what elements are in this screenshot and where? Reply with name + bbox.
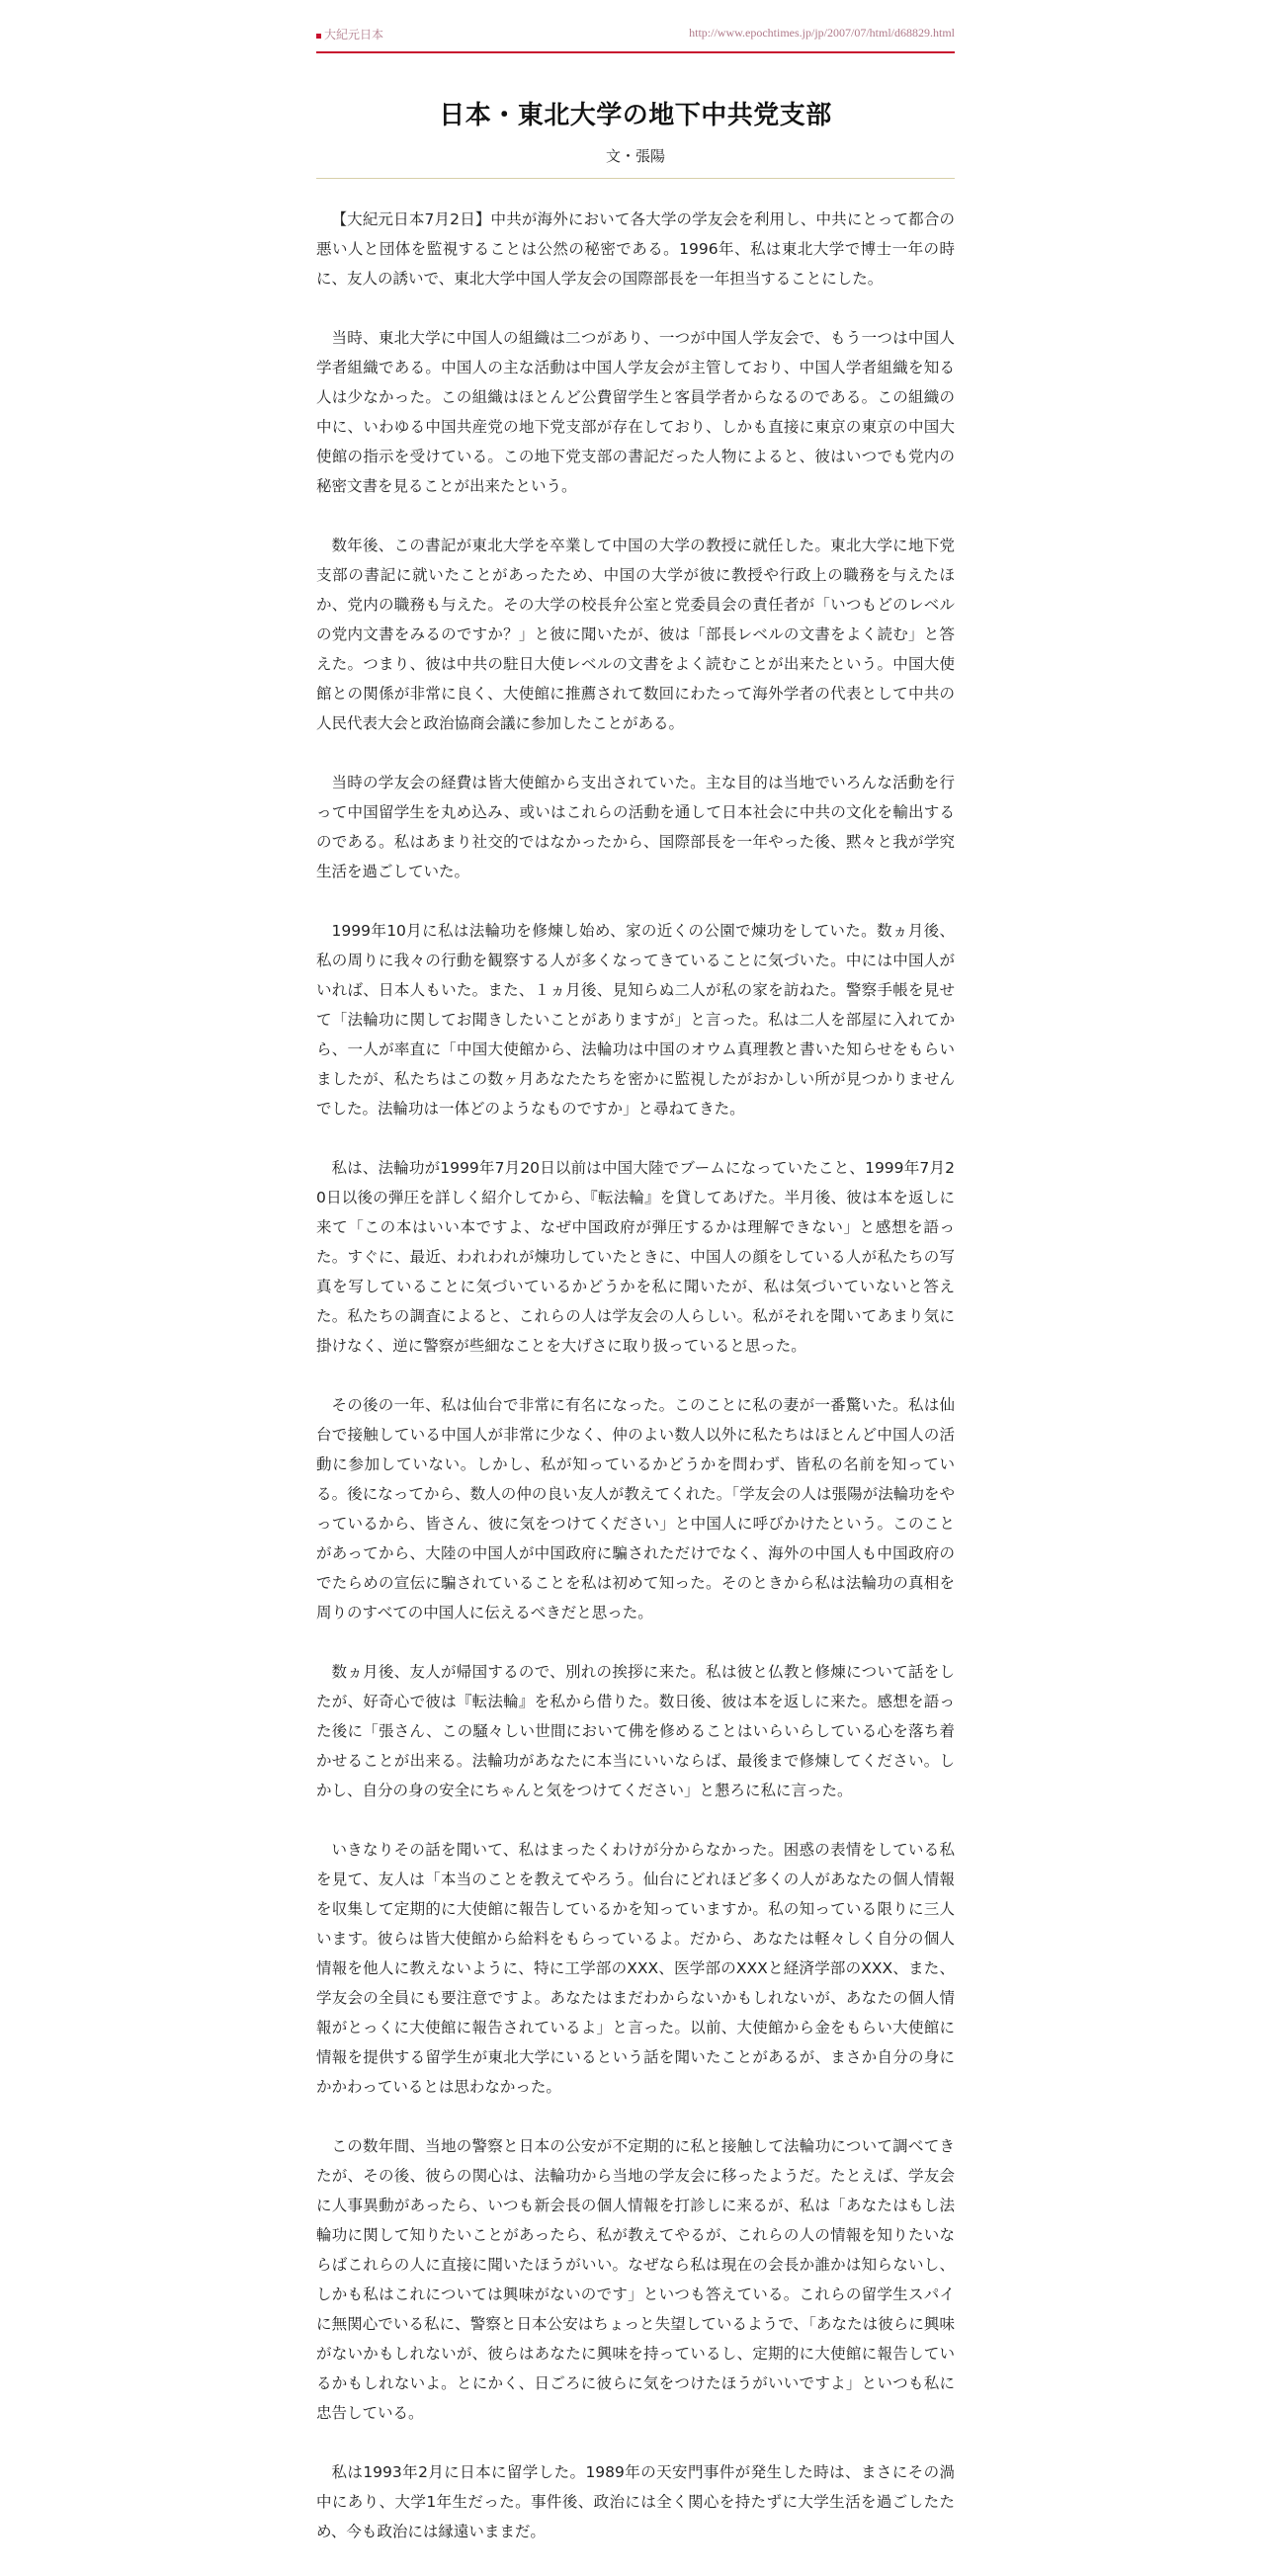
article-paragraph: 数年後、この書記が東北大学を卒業して中国の大学の教授に就任した。東北大学に地下党支部の書記に就いたことがあったため、中国の大学が彼に教授や行政上の職務を与えたほか、党内の職務も与えた。その大学の校長弁公室と党委員会の責任者が「いつもどのレベルの党内文書をみるのですか？」と彼に聞いたが、彼は「部長レベルの文書をよく読む」と答えた。つまり、彼は中共の駐日大使レベルの文書をよく読むことが出来たという。中国大使館との関係が非常に良く、大使館に推薦されて数回にわたって海外学者の代表として中共の人民代表大会と政治協商会議に参加したことがある。 <box>316 537 955 732</box>
document-page <box>316 0 955 2576</box>
article-paragraph: いきなりその話を聞いて、私はまったくわけが分からなかった。困惑の表情をしている私を見て、友人は「本当のことを教えてやろう。仙台にどれほど多くの人があなたの個人情報を収集して定期的に大使館に報告しているかを知っていますか。私の知っている限りに三人います。彼らは皆大使館から給料をもらっているよ。だから、あなたは軽々しく自分の個人情報を他人に教えないように、特に工学部のXXX、医学部のXXXと経済学部のXXX、また、学友会の全員にも要注意ですよ。あなたはまだわからないかもしれないが、あなたの個人情報がとっくに大使館に報告されているよ」と言った。以前、大使館から金をもらい大使館に情報を提供する留学生が東北大学にいるという話を聞いたことがあるが、まさか自分の身にかかわっているとは思わなかった。 <box>316 1841 955 2096</box>
title-divider <box>316 178 955 179</box>
article-title: 日本・東北大学の地下中共党支部 <box>439 101 832 130</box>
article-paragraph: 私は1993年2月に日本に留学した。1989年の天安門事件が発生した時は、まさにその渦中にあり、大学1年生だった。事件後、政治には全く関心を持たずに大学生活を過ごしたため、今も政治には縁遠いままだ。 <box>316 2463 955 2540</box>
article-paragraph: 1999年10月に私は法輪功を修煉し始め、家の近くの公園で煉功をしていた。数ヵ月後、私の周りに我々の行動を観察する人が多くなってきていることに気づいた。中には中国人がいれば、日本人もいた。また、１ヵ月後、見知らぬ二人が私の家を訪ねた。警察手帳を見せて「法輪功に関してお聞きしたいことがありますが」と言った。私は二人を部屋に入れてから、一人が率直に「中国大使館から、法輪功は中国のオウム真理教と書いた知らせをもらいましたが、私たちはこの数ヶ月あなたたちを密かに監視したがおかしい所が見つかりませんでした。法輪功は一体どのようなものですか」と尋ねてきた。 <box>316 922 955 1118</box>
article-byline: 文・張陽 <box>605 147 665 165</box>
article-paragraph: 当時、東北大学に中国人の組織は二つがあり、一つが中国人学友会で、もう一つは中国人学者組織である。中国人の主な活動は中国人学友会が主管しており、中国人学者組織を知る人は少なかった。この組織はほとんど公費留学生と客員学者からなるのである。この組織の中に、いわゆる中国共産党の地下党支部が存在しており、しかも直接に東京の東京の中国大使館の指示を受けている。この地下党支部の書記だった人物によると、彼はいつでも党内の秘密文書を見ることが出来たという。 <box>316 329 955 495</box>
article-body <box>316 205 955 2546</box>
article-paragraph: その後の一年、私は仙台で非常に有名になった。このことに私の妻が一番驚いた。私は仙台で接触している中国人が非常に少なく、仲のよい数人以外に私たちはほとんど中国人の活動に参加していない。しかし、私が知っているかどうかを問わず、皆私の名前を知っている。後になってから、数人の仲の良い友人が教えてくれた。「学友会の人は張陽が法輪功をやっているから、皆さん、彼に気をつけてください」と中国人に呼びかけたという。このことがあってから、大陸の中国人が中国政府に騙されただけでなく、海外の中国人も中国政府のでたらめの宣伝に騙されていることを私は初めて知った。そのときから私は法輪功の真相を周りのすべての中国人に伝えるべきだと思った。 <box>316 1396 955 1621</box>
article-paragraph: 数ヵ月後、友人が帰国するので、別れの挨拶に来た。私は彼と仏教と修煉について話をしたが、好奇心で彼は『転法輪』を私から借りた。数日後、彼は本を返しに来た。感想を語った後に「張さん、この騒々しい世間において佛を修めることはいらいらしている心を落ち着かせることが出来る。法輪功があなたに本当にいいならば、最後まで修煉してください。しかし、自分の身の安全にちゃんと気をつけてください」と懇ろに私に言った。 <box>316 1663 955 1799</box>
page-header <box>316 0 955 53</box>
article-paragraph: 私は、法輪功が1999年7月20日以前は中国大陸でブームになっていたこと、1999年7月20日以後の弾圧を詳しく紹介してから、『転法輪』を貸してあげた。半月後、彼は本を返しに来て「この本はいい本ですよ、なぜ中国政府が弾圧するかは理解できない」と感想を語った。すぐに、最近、われわれが煉功していたときに、中国人の顔をしている人が私たちの写真を写していることに気づいているかどうかを私に聞いたが、私は気づいていないと答えた。私たちの調査によると、これらの人は学友会の人らしい。私がそれを聞いてあまり気に掛けなく、逆に警察が些細なことを大げさに取り扱っていると思った。 <box>316 1159 955 1355</box>
site-name[interactable] <box>316 26 383 42</box>
article-paragraph: 【大紀元日本7月2日】中共が海外において各大学の学友会を利用し、中共にとって都合の悪い人と団体を監視することは公然の秘密である。1996年、私は東北大学で博士一年の時に、友人の誘いで、東北大学中国人学友会の国際部長を一年担当することにした。 <box>316 210 955 288</box>
site-name-label: 大紀元日本 <box>324 28 384 42</box>
article-paragraph: 当時の学友会の経費は皆大使館から支出されていた。主な目的は当地でいろんな活動を行って中国留学生を丸め込み、或いはこれらの活動を通して日本社会に中共の文化を輸出するのである。私はあまり社交的ではなかったから、国際部長を一年やった後、黙々と我が学究生活を過ごしていた。 <box>316 774 955 880</box>
page-url[interactable]: http://www.epochtimes.jp/jp/2007/07/html/d68829.html <box>689 26 955 40</box>
article-paragraph: この数年間、当地の警察と日本の公安が不定期的に私と接触して法輪功について調べてきたが、その後、彼らの関心は、法輪功から当地の学友会に移ったようだ。たとえば、学友会に人事異動があったら、いつも新会長の個人情報を打診しに来るが、私は「あなたはもし法輪功に関して知りたいことがあったら、私が教えてやるが、これらの人の情報を知りたいならばこれらの人に直接に聞いたほうがいい。なぜなら私は現在の会長か誰かは知らないし、しかも私はこれについては興味がないのです」といつも答えている。これらの留学生スパイに無関心でいる私に、警察と日本公安はちょっと失望しているようで、「あなたは彼らに興味がないかもしれないが、彼らはあなたに興味を持っているし、定期的に大使館に報告しているかもしれないよ。とにかく、日ごろに彼らに気をつけたほうがいいですよ」といつも私に忠告している。 <box>316 2137 955 2422</box>
bullet-square-icon <box>316 34 321 39</box>
